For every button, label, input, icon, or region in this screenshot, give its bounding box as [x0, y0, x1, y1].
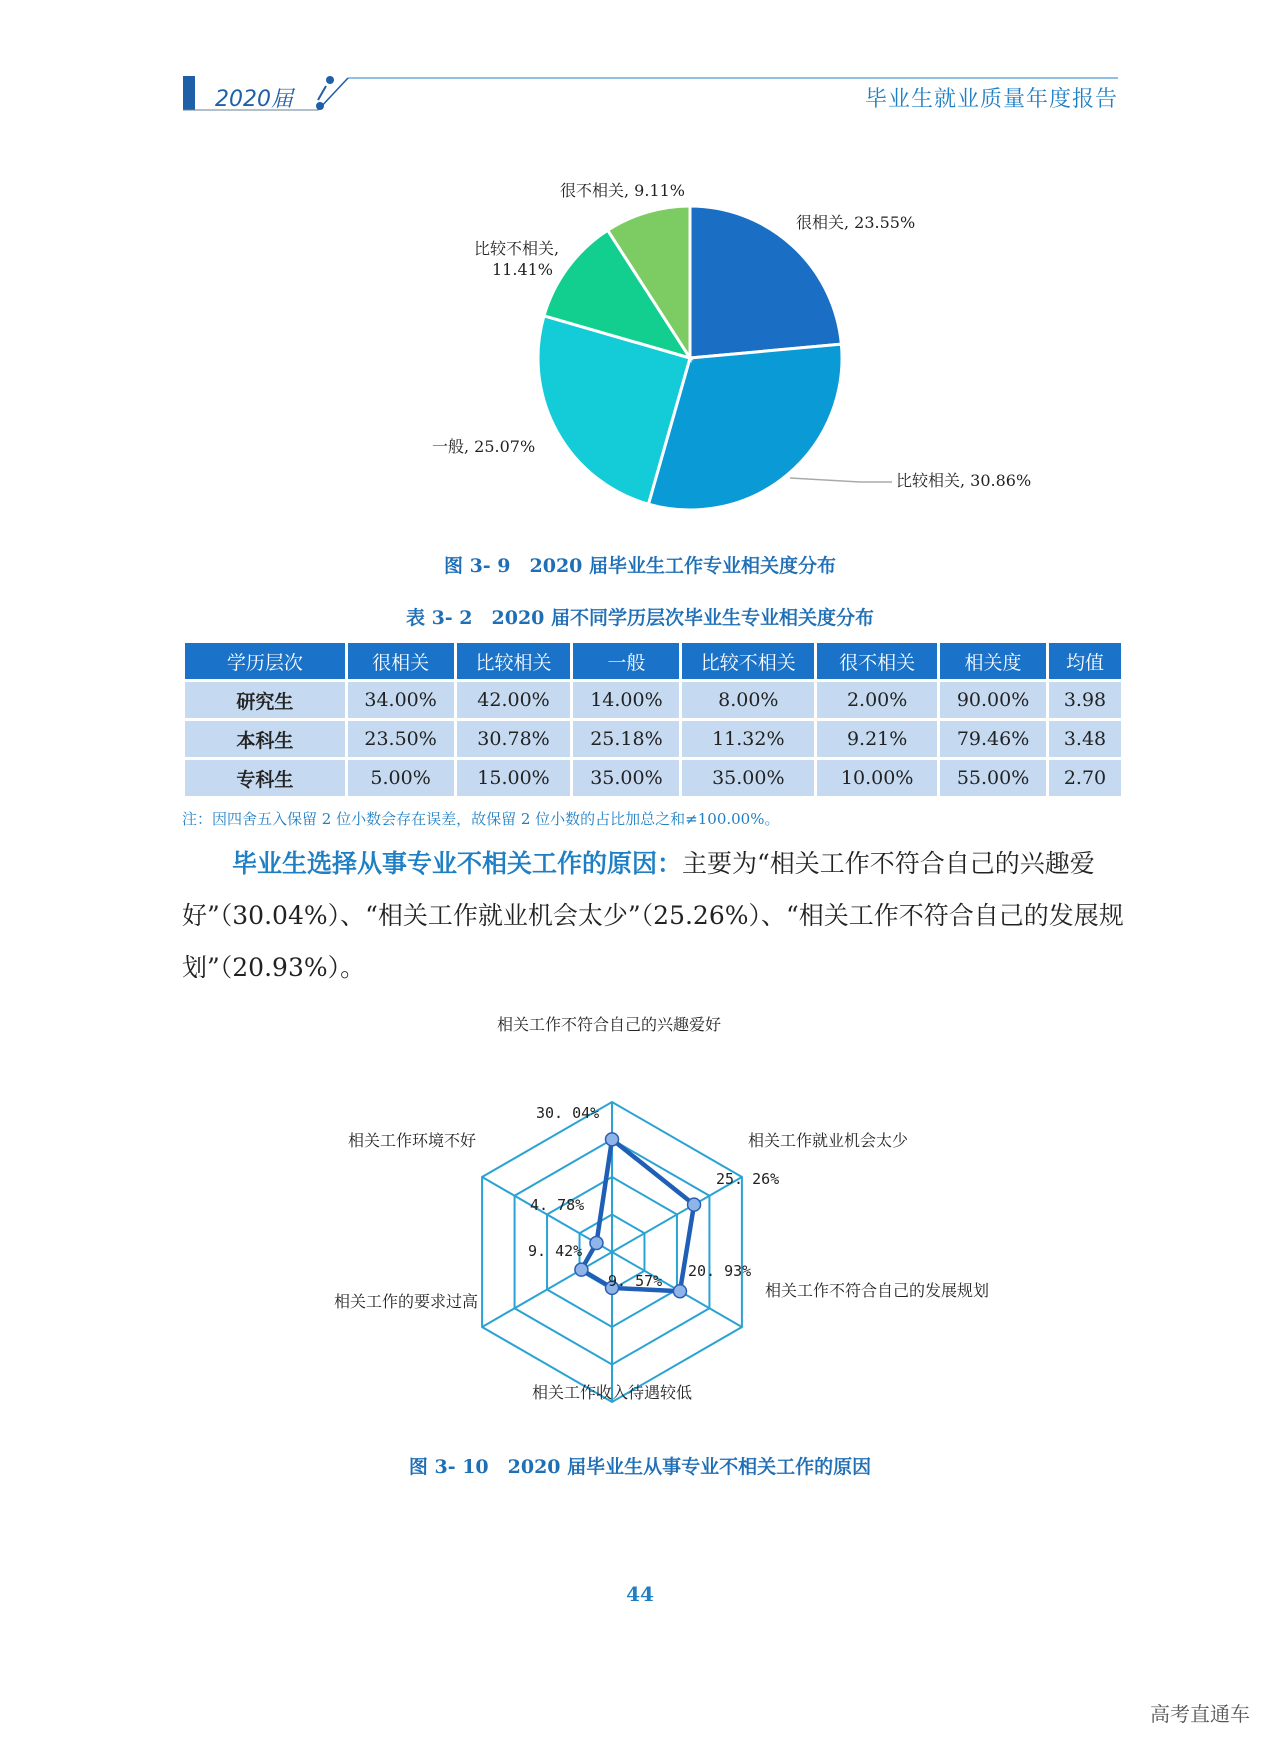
table-cell: 90.00% — [940, 682, 1046, 718]
table-header: 学历层次 — [185, 643, 345, 679]
radar-label-interest: 相关工作不符合自己的兴趣爱好 — [496, 1015, 721, 1034]
table-cell: 35.00% — [573, 760, 679, 796]
radar-point — [606, 1133, 619, 1146]
header-title: 毕业生就业质量年度报告 — [864, 87, 1118, 112]
paragraph-body: 主要为“相关工作不符合自己的兴趣爱好”（30.04%）、“相关工作就业机会太少”（25.26%）、“相关工作不符合自己的发展规划”（20.93%）。 — [182, 849, 1124, 982]
page-number: 44 — [626, 1582, 654, 1606]
table-cell: 3.98 — [1049, 682, 1121, 718]
table-cell: 9.21% — [817, 721, 937, 757]
table-cell: 35.00% — [682, 760, 814, 796]
radar-value-environment: 4. 78% — [530, 1196, 585, 1214]
table-header: 相关度 — [940, 643, 1046, 679]
pie-label-fairly-related: 比较相关, 30.86% — [896, 471, 1032, 490]
table-cell: 专科生 — [185, 760, 345, 796]
table-cell: 30.78% — [457, 721, 571, 757]
table-cell: 15.00% — [457, 760, 571, 796]
table-cell: 42.00% — [457, 682, 571, 718]
table-cell: 8.00% — [682, 682, 814, 718]
table-header: 均值 — [1049, 643, 1121, 679]
pie-label-average: 一般, 25.07% — [432, 437, 536, 456]
table-header: 很不相关 — [817, 643, 937, 679]
table-cell: 研究生 — [185, 682, 345, 718]
table-cell: 23.50% — [348, 721, 454, 757]
header-year: 2020届 — [215, 87, 293, 112]
table-cell: 本科生 — [185, 721, 345, 757]
table-header: 一般 — [573, 643, 679, 679]
table-cell: 55.00% — [940, 760, 1046, 796]
radar-point — [688, 1198, 701, 1211]
radar-caption: 图 3- 10 2020 届毕业生从事专业不相关工作的原因 — [408, 1456, 872, 1478]
table-cell: 2.00% — [817, 682, 937, 718]
table-header: 比较相关 — [457, 643, 571, 679]
table-caption: 表 3- 2 2020 届不同学历层次毕业生专业相关度分布 — [405, 607, 875, 629]
radar-point — [590, 1237, 603, 1250]
radar-point — [673, 1285, 686, 1298]
table-cell: 5.00% — [348, 760, 454, 796]
pie-label-very-related: 很相关, 23.55% — [796, 213, 916, 232]
table-header: 很相关 — [348, 643, 454, 679]
radar-label-salary: 相关工作收入待遇较低 — [531, 1383, 692, 1402]
pie-label-very-unrelated: 很不相关, 9.11% — [560, 181, 686, 200]
pie-label-fairly-unrelated-1: 比较不相关, — [474, 239, 560, 258]
radar-value-requirement: 9. 42% — [528, 1242, 583, 1260]
pie-label-fairly-unrelated-2: 11.41% — [492, 260, 554, 279]
table-note: 注：因四舍五入保留 2 位小数会存在误差，故保留 2 位小数的占比加总之和≠100.00%。 — [182, 810, 780, 828]
table-cell: 25.18% — [573, 721, 679, 757]
table-cell: 2.70 — [1049, 760, 1121, 796]
watermark: 高考直通车 — [1150, 1702, 1250, 1726]
table-cell: 3.48 — [1049, 721, 1121, 757]
table-cell: 79.46% — [940, 721, 1046, 757]
radar-value-salary: 9. 57% — [608, 1272, 663, 1290]
table-header: 比较不相关 — [682, 643, 814, 679]
radar-value-plan: 20. 93% — [688, 1262, 752, 1280]
radar-label-environment: 相关工作环境不好 — [347, 1131, 476, 1150]
radar-label-plan: 相关工作不符合自己的发展规划 — [764, 1281, 989, 1300]
radar-label-requirement: 相关工作的要求过高 — [333, 1292, 478, 1311]
table-cell: 14.00% — [573, 682, 679, 718]
pie-caption: 图 3- 9 2020 届毕业生工作专业相关度分布 — [443, 555, 837, 577]
radar-label-opportunity: 相关工作就业机会太少 — [748, 1131, 909, 1150]
paragraph-lead: 毕业生选择从事专业不相关工作的原因： — [232, 849, 683, 878]
table-cell: 34.00% — [348, 682, 454, 718]
radar-point — [575, 1263, 588, 1276]
table-cell: 11.32% — [682, 721, 814, 757]
table-cell: 10.00% — [817, 760, 937, 796]
radar-value-opportunity: 25. 26% — [716, 1170, 780, 1188]
radar-value-interest: 30. 04% — [536, 1104, 600, 1122]
